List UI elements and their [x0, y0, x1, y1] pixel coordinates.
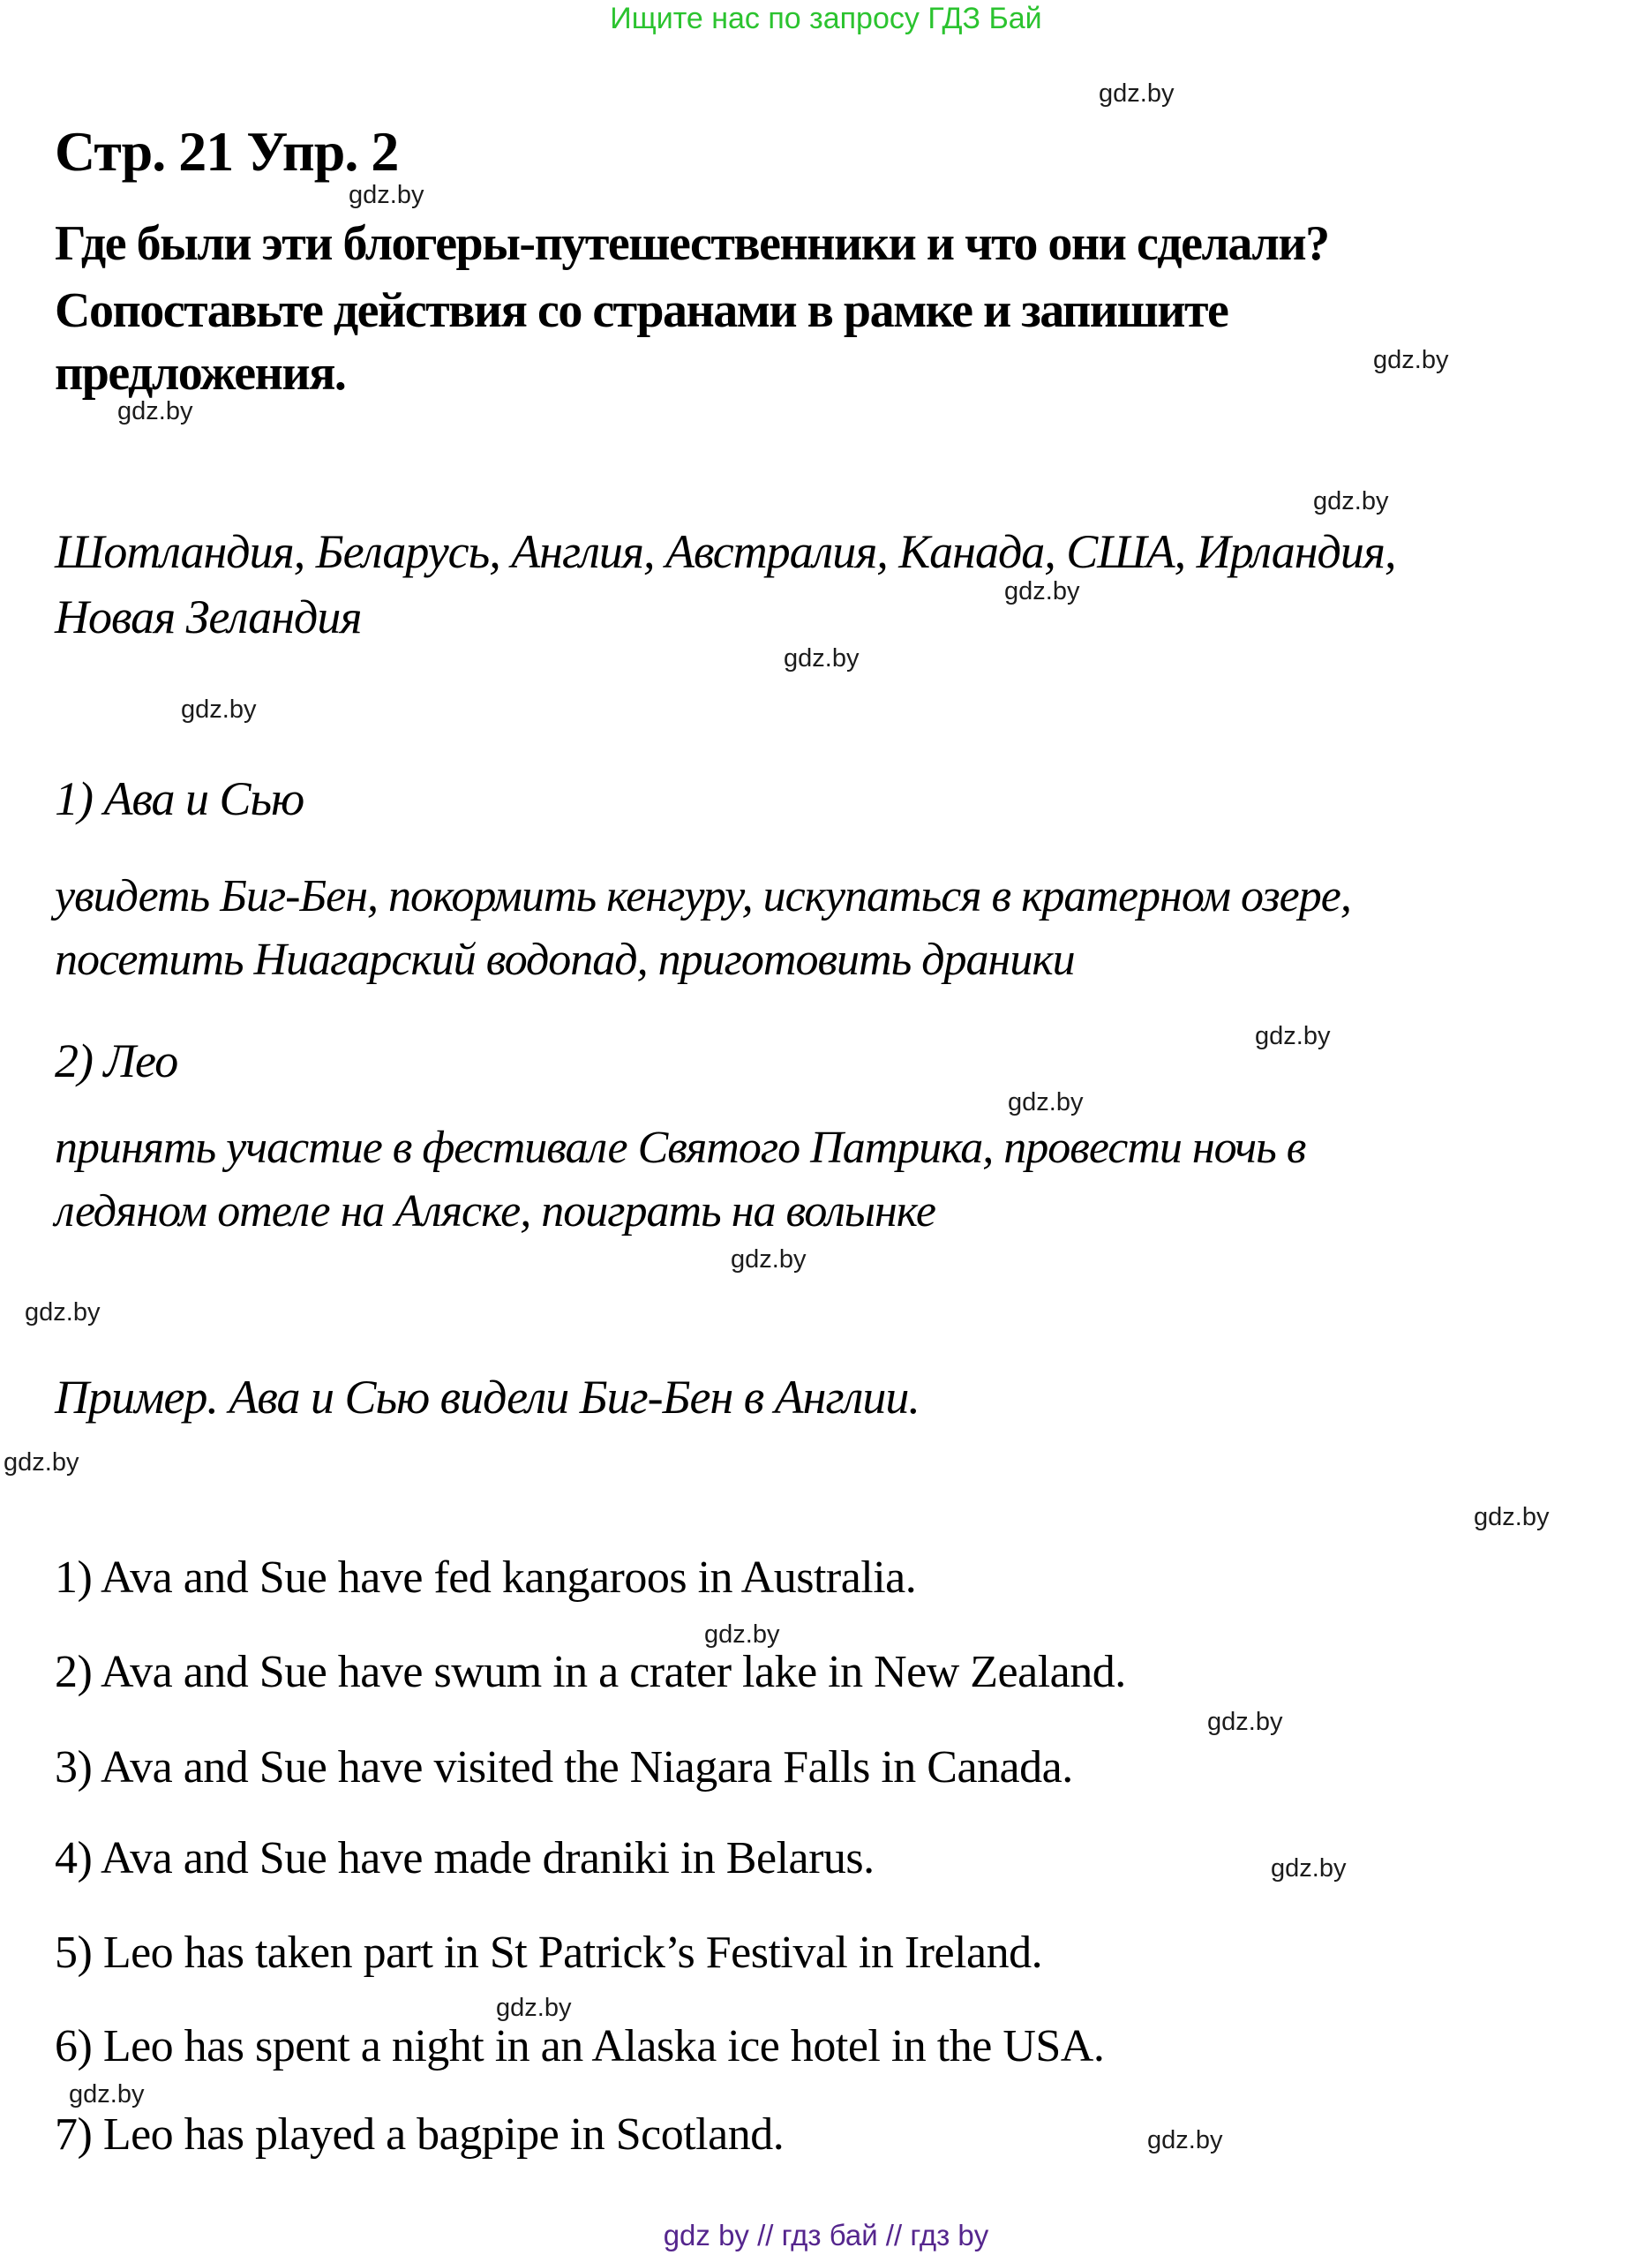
gdz-watermark: gdz.by — [1271, 1854, 1347, 1883]
answer-sentence-3: 3) Ava and Sue have visited the Niagara Falls in Canada. — [55, 1742, 1073, 1793]
gdz-watermark: gdz.by — [1147, 2126, 1223, 2154]
answer-sentence-2: 2) Ava and Sue have swum in a crater lake in New Zealand. — [55, 1647, 1126, 1697]
answer-sentence-1: 1) Ava and Sue have fed kangaroos in Australia. — [55, 1552, 917, 1603]
gdz-watermark: gdz.by — [1474, 1503, 1550, 1531]
answer-sentence-7: 7) Leo has played a bagpipe in Scotland. — [55, 2109, 785, 2160]
gdz-watermark: gdz.by — [349, 181, 424, 209]
blogger-1-actions-line-2: посетить Ниагарский водопад, приготовить драники — [55, 935, 1075, 985]
gdz-watermark: gdz.by — [496, 1994, 572, 2022]
gdz-watermark: gdz.by — [1099, 79, 1175, 108]
promo-banner: Ищите нас по запросу ГДЗ Бай — [610, 2, 1042, 35]
answer-sentence-5: 5) Leo has taken part in St Patrick’s Festival in Ireland. — [55, 1928, 1043, 1978]
gdz-watermark: gdz.by — [69, 2080, 145, 2108]
task-text-line-1: Где были эти блогеры-путешественники и что они сделали? — [55, 216, 1329, 271]
page-title: Стр. 21 Упр. 2 — [55, 120, 399, 183]
gdz-watermark: gdz.by — [1313, 487, 1389, 515]
blogger-2-actions-line-2: ледяном отеле на Аляске, поиграть на волынке — [55, 1186, 935, 1236]
example-sentence: Пример. Ава и Сью видели Биг-Бен в Англии. — [55, 1371, 920, 1424]
gdz-watermark: gdz.by — [117, 397, 193, 425]
gdz-watermark: gdz.by — [25, 1298, 101, 1327]
gdz-watermark: gdz.by — [1008, 1088, 1084, 1116]
answer-sentence-6: 6) Leo has spent a night in an Alaska ice hotel in the USA. — [55, 2021, 1105, 2071]
gdz-watermark: gdz.by — [181, 695, 257, 724]
blogger-1-label: 1) Ава и Сью — [55, 772, 304, 825]
gdz-watermark: gdz.by — [704, 1620, 780, 1649]
gdz-watermark: gdz.by — [1004, 577, 1080, 605]
blogger-2-label: 2) Лео — [55, 1034, 178, 1087]
countries-line-2: Новая Зеландия — [55, 590, 362, 643]
gdz-watermark: gdz.by — [1373, 346, 1449, 374]
gdz-watermark: gdz.by — [4, 1448, 79, 1477]
gdz-watermark: gdz.by — [1255, 1022, 1331, 1050]
blogger-2-actions-line-1: принять участие в фестивале Святого Патрика, провести ночь в — [55, 1123, 1306, 1173]
task-text-line-2: Сопоставьте действия со странами в рамке и запишите — [55, 283, 1228, 338]
countries-line-1: Шотландия, Беларусь, Англия, Австралия, Канада, США, Ирландия, — [55, 525, 1396, 578]
gdz-watermark: gdz.by — [1207, 1708, 1283, 1736]
answer-sentence-4: 4) Ava and Sue have made draniki in Belarus. — [55, 1833, 875, 1883]
blogger-1-actions-line-1: увидеть Биг-Бен, покормить кенгуру, искупаться в кратерном озере, — [55, 871, 1351, 921]
task-text-line-3: предложения. — [55, 346, 346, 401]
gdz-watermark: gdz.by — [731, 1245, 807, 1274]
footer-site-links: gdz by // гдз бай // гдз by — [663, 2219, 989, 2251]
gdz-watermark: gdz.by — [784, 644, 860, 673]
